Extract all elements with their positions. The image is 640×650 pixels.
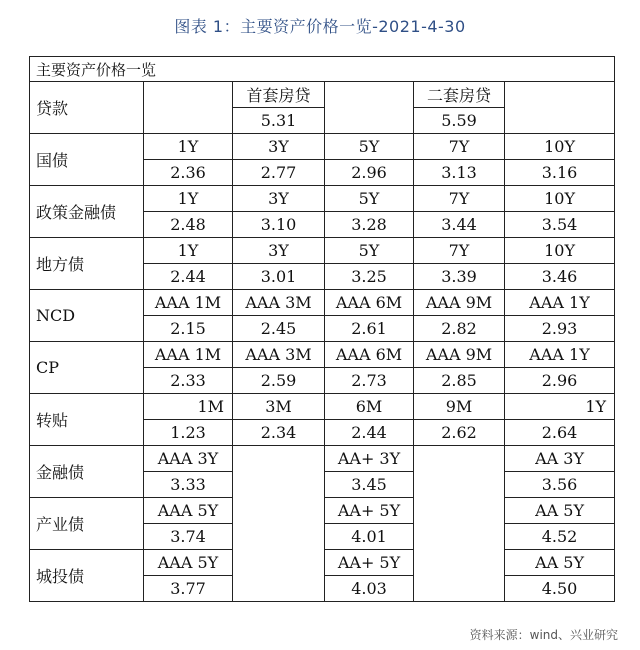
value-cell: 4.50 (505, 576, 615, 602)
table-row (30, 82, 615, 108)
tenor-cell: AA+ 5Y (325, 550, 414, 576)
row-label: 城投债 (30, 550, 144, 602)
tenor-cell: 10Y (505, 238, 615, 264)
value-cell: 2.44 (325, 420, 414, 446)
tenor-cell: AAA 9M (414, 342, 505, 368)
value-cell: 3.10 (233, 212, 325, 238)
row-label: 政策金融债 (30, 186, 144, 238)
tenor-cell: AAA 6M (325, 342, 414, 368)
table-title-row (30, 57, 615, 82)
value-cell: 2.36 (144, 160, 233, 186)
tenor-cell: 3Y (233, 186, 325, 212)
tenor-cell: AA+ 3Y (325, 446, 414, 472)
row-label: 产业债 (30, 498, 144, 550)
second-home-loan-label: 二套房贷 (414, 82, 505, 108)
tenor-cell: AA 5Y (505, 498, 615, 524)
value-cell: 3.46 (505, 264, 615, 290)
table-row (30, 290, 615, 316)
tenor-cell: AA 5Y (505, 550, 615, 576)
value-cell: 2.64 (505, 420, 615, 446)
value-cell: 3.13 (414, 160, 505, 186)
row-label: 地方债 (30, 238, 144, 290)
tenor-cell: AAA 6M (325, 290, 414, 316)
value-cell: 3.25 (325, 264, 414, 290)
value-cell: 2.44 (144, 264, 233, 290)
value-cell: 2.85 (414, 368, 505, 394)
tenor-cell: 3Y (233, 238, 325, 264)
value-cell: 4.01 (325, 524, 414, 550)
table-title: 主要资产价格一览 (30, 57, 615, 82)
value-cell: 2.15 (144, 316, 233, 342)
tenor-cell: 10Y (505, 186, 615, 212)
tenor-cell: 1M (144, 394, 233, 420)
table-row (30, 394, 615, 420)
value-cell: 2.34 (233, 420, 325, 446)
value-cell: 2.62 (414, 420, 505, 446)
value-cell: 3.28 (325, 212, 414, 238)
table-row (30, 342, 615, 368)
empty-cell (144, 82, 233, 134)
row-label: 金融债 (30, 446, 144, 498)
value-cell: 2.48 (144, 212, 233, 238)
empty-cell (414, 446, 505, 602)
value-cell: 2.77 (233, 160, 325, 186)
value-cell: 2.96 (505, 368, 615, 394)
table-row (30, 238, 615, 264)
value-cell: 3.74 (144, 524, 233, 550)
tenor-cell: AAA 9M (414, 290, 505, 316)
figure-title: 图表 1：主要资产价格一览-2021-4-30 (174, 17, 466, 36)
value-cell: 2.45 (233, 316, 325, 342)
tenor-cell: 3Y (233, 134, 325, 160)
table-row (30, 186, 615, 212)
value-cell: 2.96 (325, 160, 414, 186)
second-home-loan-value: 5.59 (414, 108, 505, 134)
tenor-cell: 7Y (414, 186, 505, 212)
value-cell: 3.01 (233, 264, 325, 290)
tenor-cell: AAA 3M (233, 342, 325, 368)
tenor-cell: 7Y (414, 134, 505, 160)
tenor-cell: 5Y (325, 186, 414, 212)
empty-cell (325, 82, 414, 134)
tenor-cell: AAA 5Y (144, 550, 233, 576)
tenor-cell: 10Y (505, 134, 615, 160)
tenor-cell: AAA 5Y (144, 498, 233, 524)
tenor-cell: 1Y (144, 134, 233, 160)
row-label: CP (30, 342, 144, 394)
tenor-cell: 7Y (414, 238, 505, 264)
value-cell: 3.54 (505, 212, 615, 238)
value-cell: 3.16 (505, 160, 615, 186)
first-home-loan-label: 首套房贷 (233, 82, 325, 108)
tenor-cell: 9M (414, 394, 505, 420)
value-cell: 3.56 (505, 472, 615, 498)
row-label: 国债 (30, 134, 144, 186)
table-row (30, 134, 615, 160)
value-cell: 4.52 (505, 524, 615, 550)
tenor-cell: AAA 3Y (144, 446, 233, 472)
tenor-cell: 3M (233, 394, 325, 420)
value-cell: 3.39 (414, 264, 505, 290)
value-cell: 1.23 (144, 420, 233, 446)
tenor-cell: AAA 1M (144, 342, 233, 368)
tenor-cell: AA 3Y (505, 446, 615, 472)
row-label: NCD (30, 290, 144, 342)
row-label-loans: 贷款 (30, 82, 144, 134)
tenor-cell: 1Y (144, 238, 233, 264)
value-cell: 2.93 (505, 316, 615, 342)
value-cell: 2.82 (414, 316, 505, 342)
table-row (30, 446, 615, 472)
tenor-cell: AAA 1Y (505, 290, 615, 316)
value-cell: 3.77 (144, 576, 233, 602)
tenor-cell: AA+ 5Y (325, 498, 414, 524)
asset-price-table (29, 56, 615, 602)
empty-cell (233, 446, 325, 602)
tenor-cell: AAA 3M (233, 290, 325, 316)
value-cell: 4.03 (325, 576, 414, 602)
tenor-cell: 5Y (325, 134, 414, 160)
tenor-cell: AAA 1M (144, 290, 233, 316)
source-note: 资料来源：wind、兴业研究 (469, 628, 618, 642)
first-home-loan-value: 5.31 (233, 108, 325, 134)
tenor-cell: 5Y (325, 238, 414, 264)
tenor-cell: AAA 1Y (505, 342, 615, 368)
value-cell: 2.61 (325, 316, 414, 342)
value-cell: 2.59 (233, 368, 325, 394)
tenor-cell: 6M (325, 394, 414, 420)
value-cell: 3.45 (325, 472, 414, 498)
value-cell: 2.73 (325, 368, 414, 394)
value-cell: 3.44 (414, 212, 505, 238)
tenor-cell: 1Y (505, 394, 615, 420)
value-cell: 3.33 (144, 472, 233, 498)
empty-cell (505, 82, 615, 134)
value-cell: 2.33 (144, 368, 233, 394)
tenor-cell: 1Y (144, 186, 233, 212)
row-label: 转贴 (30, 394, 144, 446)
